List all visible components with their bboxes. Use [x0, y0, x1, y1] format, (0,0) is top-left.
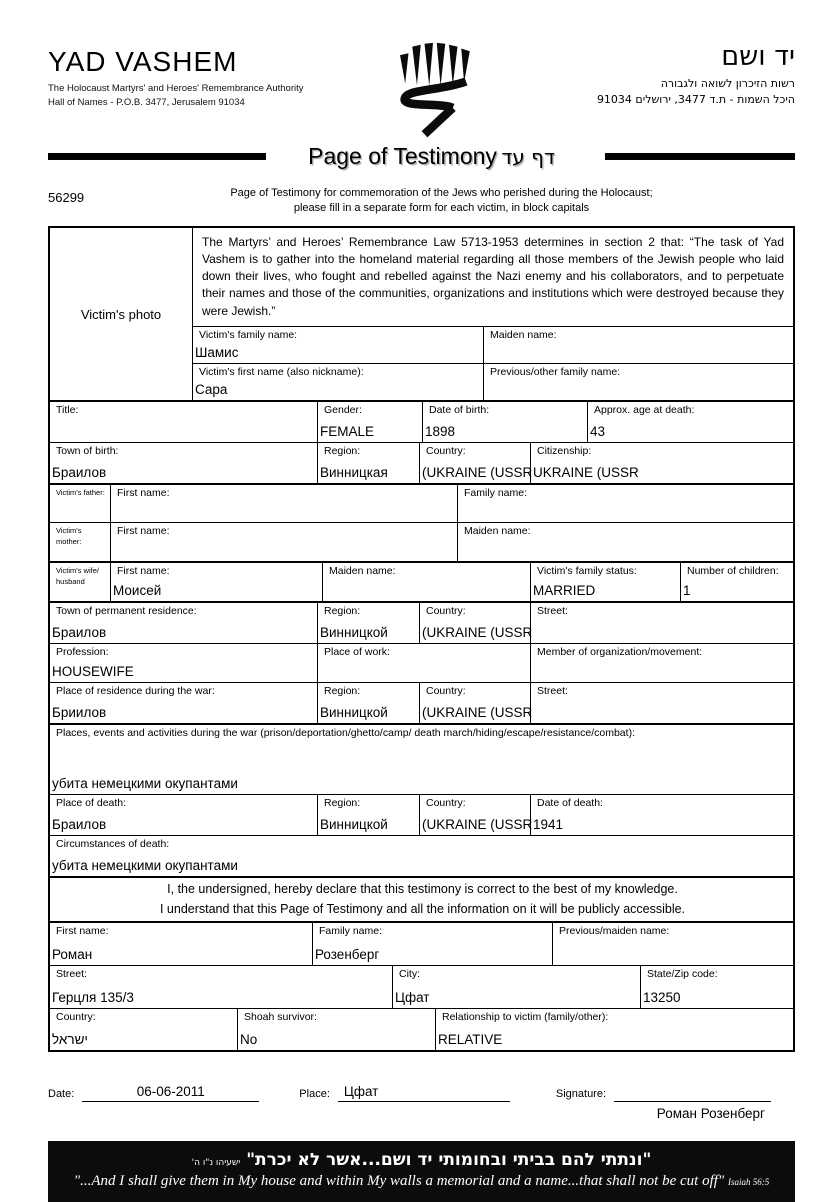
field-gender: Gender: FEMALE	[317, 402, 422, 442]
org-subtitle-1: The Holocaust Martyrs' and Heroes' Remembrance Authority	[48, 83, 304, 94]
field-country-of-birth: Country: (UKRAINE (USSR	[419, 443, 530, 483]
banner-english-quote: "...And I shall give them in My house and within My walls a memorial and a name...that shall not be cut off"	[73, 1173, 725, 1190]
field-permanent-residence-country: Country: (UKRAINE (USSR	[419, 603, 530, 643]
instruction-line-2: please fill in a separate form for each victim, in block capitals	[293, 201, 590, 214]
yad-vashem-menorah-logo-icon	[388, 40, 484, 138]
place-value: Цфат	[338, 1084, 510, 1102]
field-profession: Profession: HOUSEWIFE	[52, 646, 134, 680]
field-place-of-death: Place of death: Браилов	[52, 797, 127, 833]
signature-section	[48, 1084, 795, 1102]
row-label-victims-mother: Victim's mother:	[56, 526, 82, 546]
form-header	[48, 40, 795, 138]
victim-photo-placeholder: Victim's photo	[50, 228, 193, 400]
field-shoah-survivor: Shoah survivor: No	[237, 1009, 435, 1050]
field-date-of-death: Date of death: 1941	[530, 795, 793, 835]
signature-label: Signature:	[555, 1088, 607, 1100]
field-relationship-to-victim: Relationship to victim (family/other): RELATIVE	[435, 1009, 793, 1050]
testimony-table	[48, 226, 795, 1052]
field-victim-first-name: Victim's first name (also nickname): Сара	[195, 365, 364, 398]
banner-hebrew-citation: ישעיהו נ"ו ה'	[191, 1158, 241, 1168]
field-title: Title:	[56, 404, 79, 416]
field-submitter-first-name: First name: Роман	[52, 925, 109, 963]
field-mother-maiden-name: Maiden name:	[457, 523, 793, 561]
field-submitter-street: Street: Герцля 135/3	[52, 968, 134, 1006]
field-war-residence-place: Place of residence during the war: Бриилов	[52, 685, 215, 721]
field-number-of-children: Number of children: 1	[680, 563, 793, 601]
field-permanent-residence-region: Region: Винницкой	[317, 603, 419, 643]
field-citizenship: Citizenship: UKRAINE (USSR	[530, 443, 793, 483]
field-permanent-residence-town: Town of permanent residence: Браилов	[52, 605, 197, 641]
field-father-first-name: First name:	[110, 485, 457, 522]
org-subtitle-hebrew-2: היכל השמות - ת.ד 3477, ירושלים 91034	[596, 93, 795, 107]
date-value: 06-06-2011	[82, 1084, 259, 1102]
banner-hebrew-quote: "ונתתי להם בביתי ובחומותי יד ושם...אשר לא יכרת"	[246, 1150, 652, 1170]
field-organization-membership: Member of organization/movement:	[530, 644, 793, 682]
field-spouse-first-name: First name: Моисей	[110, 563, 322, 601]
field-submitter-family-name: Family name: Розенберг	[312, 923, 552, 965]
row-label-victims-father: Victim's father:	[56, 488, 105, 497]
field-war-residence-country: Country: (UKRAINE (USSR	[419, 683, 530, 723]
field-submitter-state-zip: State/Zip code: 13250	[640, 966, 793, 1008]
signature-name: Роман Розенберг	[656, 1106, 765, 1121]
field-region-of-birth: Region: Винницкая	[317, 443, 419, 483]
field-circumstances-of-death: Circumstances of death: убита немецкими окупантами	[52, 838, 238, 874]
title-bar	[48, 142, 795, 170]
remembrance-law-text: The Martyrs’ and Heroes’ Remembrance Law 5713-1953 determines in section 2 that: “The task of Yad Vashem is to gather into the homeland material regarding all those members of the Jewish people who laid down their lives, who fought and rebelled against the Nazi enemy and his collaborators, and to perpetuate their names and those of the communities, organizations and institutions which were destroyed because they were Jewish.”	[202, 235, 784, 318]
page-title-hebrew: דף עד	[501, 144, 555, 169]
field-age-at-death: Approx. age at death: 43	[587, 402, 793, 442]
org-name: YAD VASHEM	[48, 46, 238, 77]
form-number: 56299	[48, 190, 85, 205]
field-death-country: Country: (UKRAINE (USSR	[419, 795, 530, 835]
field-place-of-work: Place of work:	[317, 644, 530, 682]
field-family-status: Victim's family status: MARRIED	[530, 563, 680, 601]
declaration-statement	[50, 878, 793, 921]
signature-line	[614, 1084, 771, 1102]
field-father-family-name: Family name:	[457, 485, 793, 522]
org-name-hebrew: יד ושם	[721, 41, 795, 72]
title-rule-left	[48, 153, 266, 160]
field-victim-maiden-name: Maiden name:	[483, 327, 793, 363]
field-submitter-country: Country: ישראל	[52, 1011, 96, 1048]
field-victim-previous-family-name: Previous/other family name:	[483, 364, 793, 400]
field-town-of-birth: Town of birth: Браилов	[52, 445, 119, 481]
instruction-line-1: Page of Testimony for commemoration of the Jews who perished during the Holocaust;	[230, 187, 653, 199]
form-instructions	[148, 186, 795, 220]
org-subtitle-hebrew-1: רשות הזיכרון לשואה ולגבורה	[660, 76, 795, 90]
field-war-residence-region: Region: Винницкой	[317, 683, 419, 723]
field-submitter-previous-maiden-name: Previous/maiden name:	[552, 923, 793, 965]
field-date-of-birth: Date of birth: 1898	[422, 402, 587, 442]
declaration-line-2: I understand that this Page of Testimony and all the information on it will be publicly accessible.	[159, 901, 686, 916]
page-title-english: Page of Testimony	[308, 142, 497, 169]
place-label: Place:	[299, 1088, 330, 1100]
declaration-line-1: I, the undersigned, hereby declare that this testimony is correct to the best of my knowledge.	[167, 882, 678, 897]
field-death-region: Region: Винницкой	[317, 795, 419, 835]
memorial-quote-banner	[48, 1141, 795, 1202]
org-subtitle-2: Hall of Names - P.O.B. 3477, Jerusalem 91034	[48, 96, 245, 108]
field-war-residence-street: Street:	[530, 683, 793, 723]
date-label: Date:	[48, 1088, 75, 1100]
row-label-victims-spouse: Victim's wife/ husband	[56, 566, 99, 586]
field-submitter-city: City: Цфат	[392, 966, 640, 1008]
field-spouse-maiden-name: Maiden name:	[322, 563, 530, 601]
page-title	[266, 143, 605, 170]
field-mother-first-name: First name:	[110, 523, 457, 561]
banner-english-citation: Isaiah 56:5	[727, 1177, 770, 1188]
field-war-events: Places, events and activities during the war (prison/deportation/ghetto/camp/ death march/hiding/escape/resistance/combat): убита немецкими окупантами	[52, 727, 635, 792]
title-rule-right	[605, 153, 795, 160]
field-victim-family-name: Victim's family name: Шамис	[195, 328, 298, 361]
field-permanent-residence-street: Street:	[530, 603, 793, 643]
